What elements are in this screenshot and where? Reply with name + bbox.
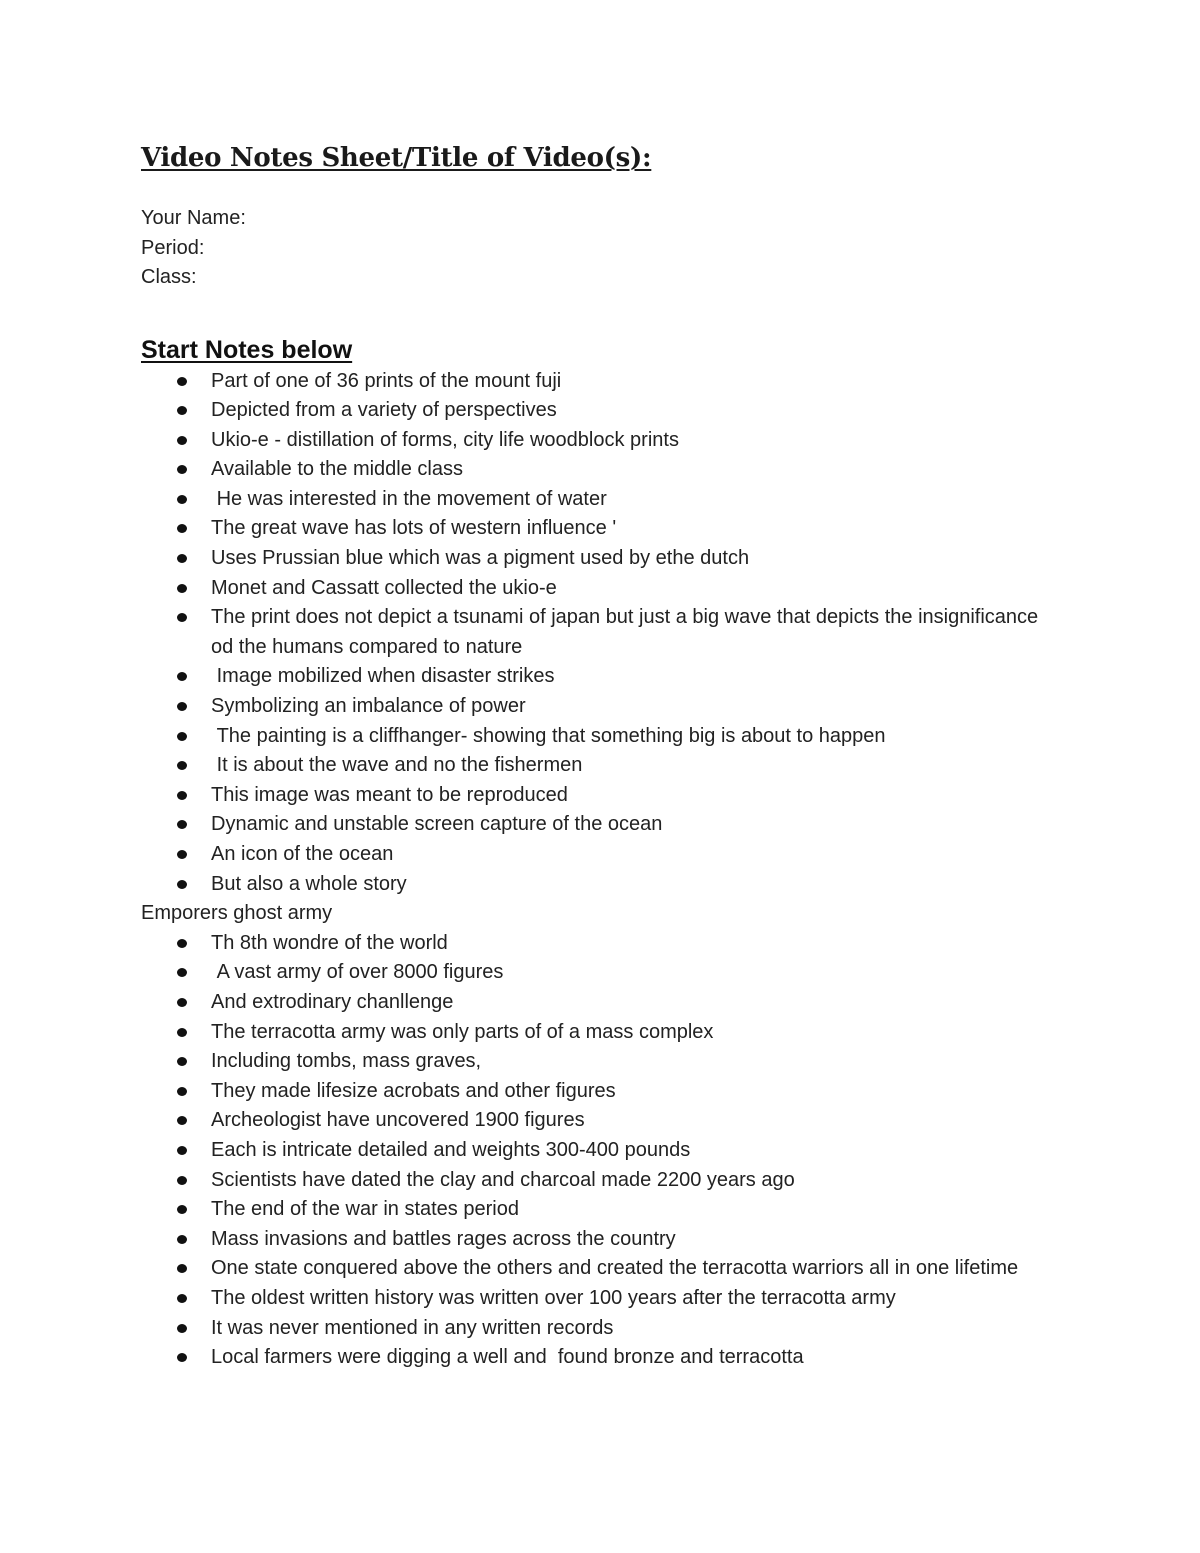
list-item-text: Part of one of 36 prints of the mount fuji: [211, 369, 562, 392]
list-item: [141, 751, 1041, 781]
list-item: [141, 544, 1041, 574]
list-item-text: The end of the war in states period: [211, 1198, 519, 1221]
bullet-icon: [177, 702, 187, 711]
bullet-icon: [177, 1294, 187, 1303]
list-item: [141, 988, 1041, 1018]
notes-subheading: Emporers ghost army: [141, 902, 333, 925]
list-item-text: Symbolizing an imbalance of power: [211, 695, 526, 718]
name-field-label: Your Name:: [141, 207, 246, 229]
list-item-text: This image was meant to be reproduced: [211, 783, 568, 806]
list-item: [141, 1254, 1041, 1284]
list-item: [141, 781, 1041, 811]
list-item: [141, 1343, 1041, 1373]
list-item-text: Mass invasions and battles rages across the country: [211, 1227, 676, 1250]
bullet-icon: [177, 1176, 187, 1185]
list-item: [141, 958, 1041, 988]
list-item-text: The terracotta army was only parts of of a mass complex: [211, 1020, 714, 1043]
class-field-label: Class:: [141, 266, 197, 288]
period-field-label: Period:: [141, 236, 205, 259]
bullet-icon: [177, 820, 187, 829]
list-item: [141, 1314, 1041, 1344]
bullet-icon: [177, 761, 187, 770]
bullet-icon: [177, 968, 187, 977]
list-item-text: Uses Prussian blue which was a pigment used by ethe dutch: [211, 547, 750, 570]
bullet-icon: [177, 377, 187, 386]
bullet-icon: [177, 1116, 187, 1125]
bullet-icon: [177, 1324, 187, 1333]
bullet-icon: [177, 672, 187, 681]
bullet-icon: [177, 1057, 187, 1066]
document-page: [141, 138, 1044, 1373]
list-item: [141, 1225, 1041, 1255]
list-item: [141, 367, 1041, 397]
list-item-text: Th 8th wondre of the world: [211, 931, 448, 954]
list-item: [141, 1106, 1041, 1136]
list-item: [141, 514, 1041, 544]
list-item-text: Monet and Cassatt collected the ukio-e: [211, 576, 557, 599]
bullet-icon: [177, 850, 187, 859]
bullet-icon: [177, 998, 187, 1007]
bullet-icon: [177, 732, 187, 741]
list-item: [141, 574, 1041, 604]
list-item: [141, 662, 1041, 692]
bullet-icon: [177, 1353, 187, 1362]
list-item-text: Ukio-e - distillation of forms, city life woodblock prints: [211, 428, 679, 451]
list-item-text: Image mobilized when disaster strikes: [211, 665, 555, 688]
list-item: [141, 396, 1041, 426]
page-title: Video Notes Sheet/Title of Video(s):: [141, 143, 652, 173]
list-item: [141, 1166, 1041, 1196]
bullet-icon: [177, 406, 187, 415]
list-item: [141, 692, 1041, 722]
list-item-text: An icon of the ocean: [211, 843, 394, 865]
bullet-icon: [177, 584, 187, 593]
list-item-text: Archeologist have uncovered 1900 figures: [211, 1109, 585, 1132]
bullet-icon: [177, 1087, 187, 1096]
bullet-icon: [177, 939, 187, 948]
list-item: [141, 1047, 1041, 1077]
bullet-icon: [177, 613, 187, 622]
list-item-text: Depicted from a variety of perspectives: [211, 399, 557, 422]
list-item: [141, 455, 1041, 485]
list-item: [141, 426, 1041, 456]
list-item-text: Local farmers were digging a well and found bronze and terracotta: [211, 1346, 804, 1369]
list-item: [141, 929, 1041, 959]
list-item: [141, 722, 1041, 752]
list-item: [141, 1136, 1041, 1166]
bullet-icon: [177, 1264, 187, 1273]
bullet-icon: [177, 465, 187, 474]
bullet-icon: [177, 524, 187, 533]
bullet-icon: [177, 1235, 187, 1244]
list-item-text: Dynamic and unstable screen capture of the ocean: [211, 813, 663, 836]
list-item-text: The print does not depict a tsunami of japan but just a big wave that depicts the insignificance od the humans compared to nature: [211, 606, 1044, 658]
bullet-icon: [177, 1028, 187, 1037]
bullet-icon: [177, 880, 187, 889]
bullet-icon: [177, 1146, 187, 1155]
list-item-text: A vast army of over 8000 figures: [211, 961, 504, 984]
list-item-text: It was never mentioned in any written records: [211, 1316, 614, 1339]
list-item: [141, 1195, 1041, 1225]
list-item-text: They made lifesize acrobats and other figures: [211, 1079, 616, 1102]
list-item-text: Including tombs, mass graves,: [211, 1050, 482, 1073]
list-item: [141, 1284, 1041, 1314]
list-item-text: Scientists have dated the clay and charcoal made 2200 years ago: [211, 1168, 795, 1191]
notes-list-great-wave: [141, 367, 1044, 900]
list-item-text: And extrodinary chanllenge: [211, 990, 454, 1013]
list-item: [141, 810, 1041, 840]
list-item-text: The oldest written history was written over 100 years after the terracotta army: [211, 1286, 896, 1309]
list-item-text: He was interested in the movement of water: [211, 487, 607, 510]
section-heading: Start Notes below: [141, 335, 353, 364]
list-item: [141, 840, 1041, 870]
bullet-icon: [177, 436, 187, 445]
list-item: [141, 870, 1041, 900]
list-item: [141, 485, 1041, 515]
list-item-text: The painting is a cliffhanger- showing that something big is about to happen: [211, 724, 886, 747]
list-item-text: It is about the wave and no the fishermen: [211, 754, 583, 777]
student-info: [141, 204, 1041, 293]
list-item: [141, 1077, 1041, 1107]
bullet-icon: [177, 554, 187, 563]
list-item: [141, 603, 1044, 662]
list-item: [141, 1018, 1041, 1048]
list-item-text: Each is intricate detailed and weights 300-400 pounds: [211, 1138, 691, 1161]
notes-list-ghost-army: [141, 929, 1041, 1373]
list-item-text: Available to the middle class: [211, 458, 463, 481]
bullet-icon: [177, 791, 187, 800]
list-item-text: But also a whole story: [211, 872, 407, 895]
list-item-text: The great wave has lots of western influence ': [211, 517, 617, 540]
bullet-icon: [177, 495, 187, 504]
bullet-icon: [177, 1205, 187, 1214]
list-item-text: One state conquered above the others and created the terracotta warriors all in one lifetime: [211, 1257, 1019, 1280]
